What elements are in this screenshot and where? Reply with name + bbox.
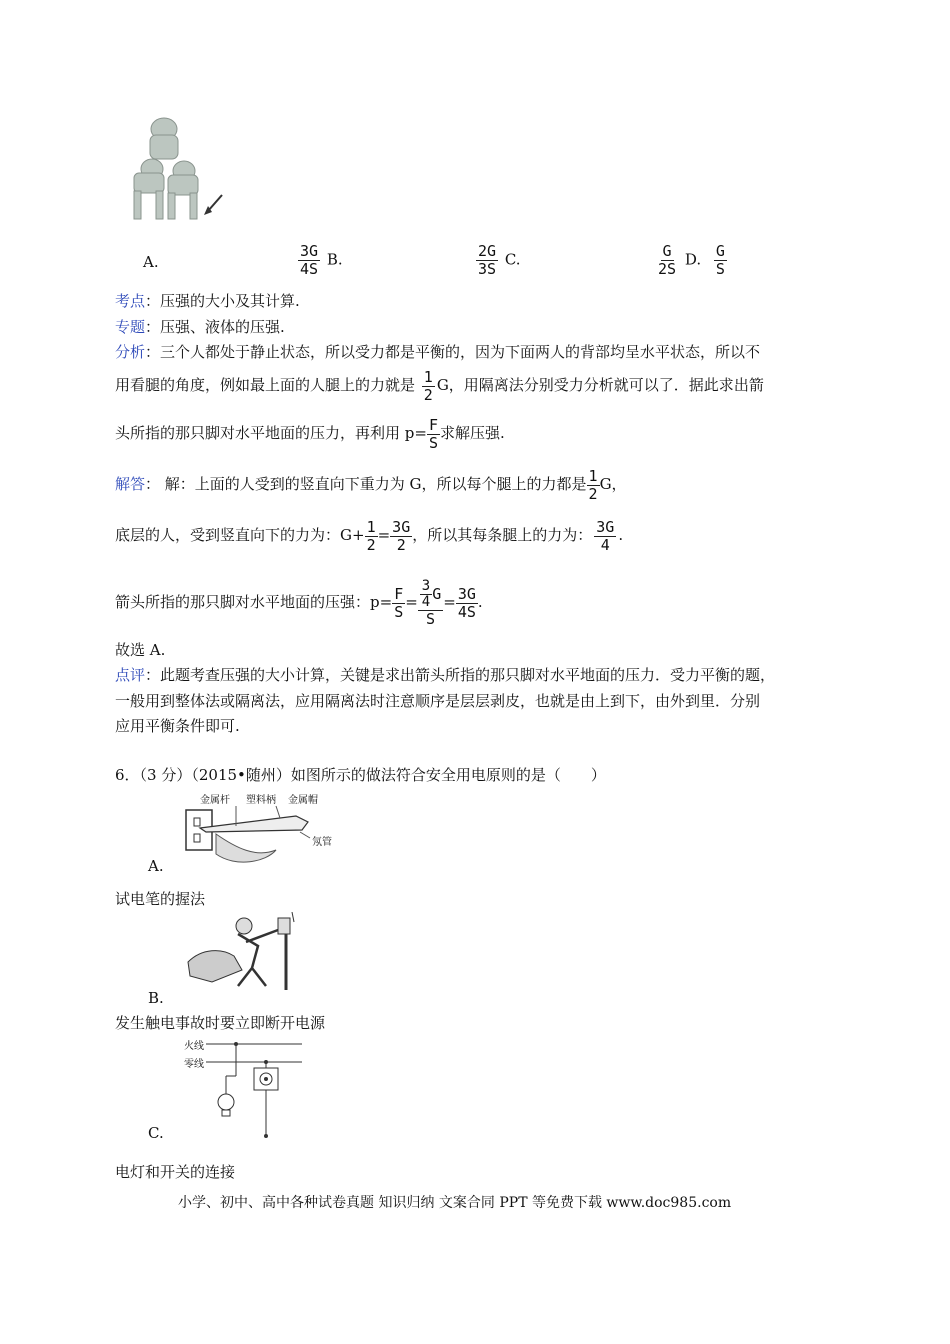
fraction-denominator: S	[428, 433, 438, 452]
fraction-numerator: F	[428, 415, 438, 434]
fraction-denominator: 2	[423, 385, 433, 404]
fraction-numerator: 3G	[596, 517, 615, 536]
human-pyramid-figure	[122, 115, 232, 225]
dianping-line-2: 一般用到整体法或隔离法，应用隔离法时注意顺序是层层剥皮，也就是由上到下，由外到里．分别	[115, 692, 761, 710]
jieda-text-1a: ： 解：上面的人受到的竖直向下重力为 G，所以每个腿上的力都是	[145, 475, 587, 493]
fig-a-label-metal-cap: 金属帽	[288, 795, 318, 806]
q6-option-a-label: A.	[148, 857, 164, 875]
fraction-numerator: 3G	[457, 584, 476, 603]
option-c-fraction	[474, 243, 521, 278]
q6-option-b-label: B.	[148, 989, 164, 1007]
fraction-denominator: 4S	[300, 260, 319, 278]
fenxi-line-2	[115, 368, 764, 404]
fenxi-label: 分析	[115, 343, 146, 361]
fraction-denominator: 2	[396, 535, 406, 554]
jieda-text-2a: 底层的人，受到竖直向下的力为：G+	[115, 526, 365, 544]
fraction-g: G	[432, 584, 442, 603]
fenxi-line-3	[115, 416, 505, 452]
fraction-numerator: 1	[366, 517, 376, 536]
fraction-denominator: 4	[421, 593, 431, 610]
fraction-numerator: 1	[588, 466, 598, 485]
jieda-label: 解答	[115, 475, 146, 493]
fraction-denominator: 4S	[457, 602, 476, 621]
fraction-numerator: F	[394, 584, 404, 603]
fraction-denominator: 2	[366, 535, 376, 554]
jieda-line-1	[115, 466, 627, 503]
jieda-text-3b: .	[477, 593, 483, 611]
fraction-denominator: S	[394, 602, 404, 621]
equals-sign: =	[377, 526, 391, 544]
dianping-label: 点评	[115, 666, 146, 684]
q6-option-c-label: C.	[148, 1124, 164, 1142]
fraction-numerator: 3	[421, 577, 431, 594]
fenxi-text-3b: 求解压强.	[439, 424, 505, 442]
fraction-numerator: G	[662, 242, 672, 260]
q6-stem: 6．（3 分）（2015•随州）如图所示的做法符合安全用电原则的是（ ）	[115, 766, 606, 784]
dianping-text-1: ：此题考查压强的大小计算，关键是求出箭头所指的那只脚对水平地面的压力．受力平衡的题，	[145, 666, 776, 684]
fig-a-label-neon-tube: 氖管	[312, 837, 332, 848]
option-b-label: B.	[326, 250, 343, 269]
fenxi-text-2b: G，用隔离法分别受力分析就可以了．据此求出箭	[436, 376, 764, 394]
jieda-text-2b: ，所以其每条腿上的力为：	[412, 526, 593, 544]
option-d-fraction	[654, 243, 729, 278]
fraction-numerator: 3G	[300, 242, 319, 260]
kaodian-line	[115, 291, 300, 311]
zhuanti-line	[115, 317, 285, 337]
kaodian-text: ：压强的大小及其计算.	[145, 292, 300, 310]
q6-option-c-text: 电灯和开关的连接	[115, 1163, 236, 1181]
page-footer: 小学、初中、高中各种试卷真题 知识归纳 文案合同 PPT 等免费下载 www.doc985.com	[178, 1195, 732, 1211]
fraction-numerator: 2G	[478, 242, 497, 260]
shock-rescue-figure	[182, 912, 312, 992]
jieda-text-1b: G，	[599, 475, 627, 493]
fig-a-label-plastic-handle: 塑料柄	[246, 795, 276, 806]
fraction-denominator: 2	[588, 484, 598, 503]
fraction-denominator: 4	[600, 535, 610, 554]
fraction-numerator: 3G	[392, 517, 411, 536]
fenxi-text-1: ：三个人都处于静止状态，所以受力都是平衡的，因为下面两人的背部均呈水平状态，所以不	[145, 343, 761, 361]
option-b-fraction	[296, 243, 343, 278]
fenxi-text-3a: 头所指的那只脚对水平地面的压力，再利用 p=	[115, 424, 427, 442]
q6-option-b-text: 发生触电事故时要立即断开电源	[115, 1014, 326, 1032]
kaodian-label: 考点	[115, 292, 146, 310]
dianping-line-3: 应用平衡条件即可.	[115, 717, 240, 735]
jieda-text-3a: 箭头所指的那只脚对水平地面的压强：p=	[115, 593, 393, 611]
jieda-line-2	[115, 517, 623, 554]
fraction-denominator: 3S	[478, 260, 497, 278]
fraction-denominator: S	[426, 609, 436, 628]
zhuanti-label: 专题	[115, 318, 146, 336]
fraction-denominator: 2S	[658, 260, 677, 278]
option-d-label: D.	[684, 250, 702, 269]
jieda-line-3	[115, 574, 483, 630]
equals-sign: =	[405, 593, 418, 611]
dianping-line-1	[115, 665, 775, 685]
equals-sign: =	[443, 593, 456, 611]
fig-c-label-neutral-wire: 零线	[184, 1059, 204, 1070]
zhuanti-text: ：压强、液体的压强.	[145, 318, 285, 336]
fenxi-text-2a: 用看腿的角度，例如最上面的人腿上的力就是	[115, 376, 416, 394]
jieda-text-2c: .	[618, 526, 624, 544]
compound-fraction	[418, 579, 443, 628]
fraction-numerator: 1	[423, 367, 433, 386]
fraction-numerator: G	[715, 242, 725, 260]
fig-a-label-metal-rod: 金属杆	[200, 795, 230, 806]
q6-option-a-text: 试电笔的握法	[115, 890, 206, 908]
fig-c-label-live-wire: 火线	[184, 1041, 204, 1052]
option-a-label: A.	[143, 253, 159, 271]
fraction-denominator: S	[715, 260, 725, 278]
guxuan-line: 故选 A.	[115, 641, 166, 659]
option-c-label: C.	[504, 250, 521, 269]
fenxi-line-1	[115, 342, 760, 362]
